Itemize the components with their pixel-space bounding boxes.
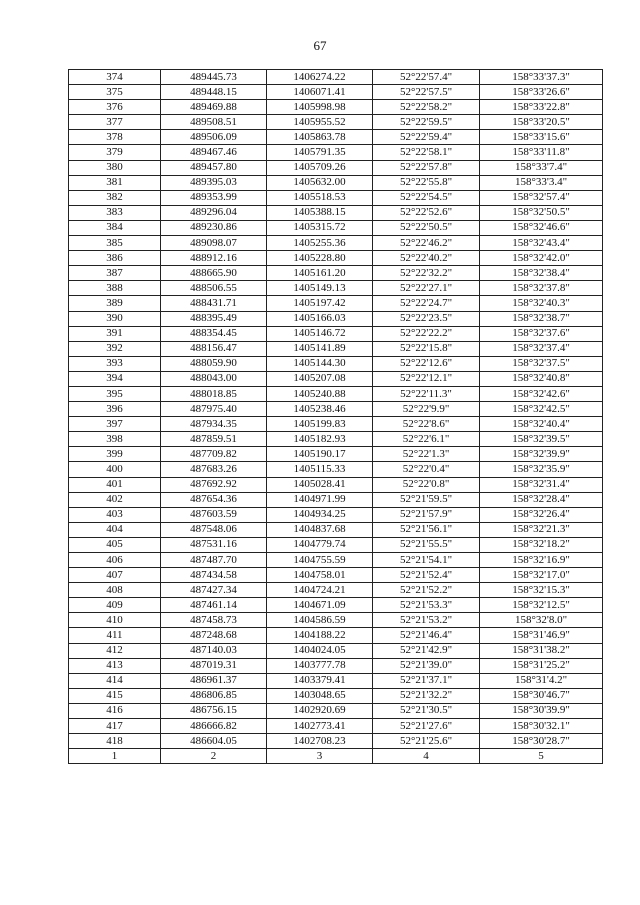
table-row — [69, 719, 603, 734]
longitude-cell: 158°30'32.1" — [480, 719, 603, 734]
point-number-cell: 403 — [69, 507, 161, 522]
table-row — [69, 266, 603, 281]
table-row — [69, 160, 603, 175]
x-coordinate-cell: 489296.04 — [161, 205, 267, 220]
point-number-cell: 385 — [69, 236, 161, 251]
x-coordinate-cell: 488156.47 — [161, 341, 267, 356]
longitude-cell: 158°30'39.9" — [480, 703, 603, 718]
column-number-cell: 5 — [480, 749, 603, 764]
longitude-cell: 158°33'22.8" — [480, 100, 603, 115]
latitude-cell: 52°21'32.2" — [373, 688, 480, 703]
x-coordinate-cell: 487140.03 — [161, 643, 267, 658]
y-coordinate-cell: 1405238.46 — [267, 402, 373, 417]
y-coordinate-cell: 1404671.09 — [267, 598, 373, 613]
latitude-cell: 52°22'32.2" — [373, 266, 480, 281]
y-coordinate-cell: 1403048.65 — [267, 688, 373, 703]
longitude-cell: 158°32'8.0" — [480, 613, 603, 628]
longitude-cell: 158°32'57.4" — [480, 190, 603, 205]
x-coordinate-cell: 489395.03 — [161, 175, 267, 190]
latitude-cell: 52°22'1.3" — [373, 447, 480, 462]
latitude-cell: 52°21'53.2" — [373, 613, 480, 628]
longitude-cell: 158°32'43.4" — [480, 236, 603, 251]
longitude-cell: 158°32'42.6" — [480, 386, 603, 401]
latitude-cell: 52°22'57.4" — [373, 70, 480, 85]
point-number-cell: 400 — [69, 462, 161, 477]
y-coordinate-cell: 1405141.89 — [267, 341, 373, 356]
longitude-cell: 158°32'38.7" — [480, 311, 603, 326]
latitude-cell: 52°22'15.8" — [373, 341, 480, 356]
table-row — [69, 70, 603, 85]
point-number-cell: 406 — [69, 553, 161, 568]
x-coordinate-cell: 488018.85 — [161, 386, 267, 401]
x-coordinate-cell: 488431.71 — [161, 296, 267, 311]
latitude-cell: 52°22'57.5" — [373, 85, 480, 100]
x-coordinate-cell: 487434.58 — [161, 568, 267, 583]
x-coordinate-cell: 487975.40 — [161, 402, 267, 417]
y-coordinate-cell: 1405161.20 — [267, 266, 373, 281]
x-coordinate-cell: 487654.36 — [161, 492, 267, 507]
point-number-cell: 407 — [69, 568, 161, 583]
table-row — [69, 643, 603, 658]
x-coordinate-cell: 487709.82 — [161, 447, 267, 462]
latitude-cell: 52°21'56.1" — [373, 522, 480, 537]
point-number-cell: 416 — [69, 703, 161, 718]
y-coordinate-cell: 1405197.42 — [267, 296, 373, 311]
x-coordinate-cell: 489098.07 — [161, 236, 267, 251]
table-row — [69, 356, 603, 371]
x-coordinate-cell: 489457.80 — [161, 160, 267, 175]
table-row — [69, 658, 603, 673]
longitude-cell: 158°32'12.5" — [480, 598, 603, 613]
longitude-cell: 158°32'50.5" — [480, 205, 603, 220]
point-number-cell: 415 — [69, 688, 161, 703]
y-coordinate-cell: 1405955.52 — [267, 115, 373, 130]
latitude-cell: 52°21'39.0" — [373, 658, 480, 673]
point-number-cell: 380 — [69, 160, 161, 175]
x-coordinate-cell: 489508.51 — [161, 115, 267, 130]
page-number: 67 — [313, 38, 327, 53]
point-number-cell: 374 — [69, 70, 161, 85]
table-row — [69, 688, 603, 703]
point-number-cell: 394 — [69, 371, 161, 386]
y-coordinate-cell: 1403379.41 — [267, 673, 373, 688]
column-number-cell: 4 — [373, 749, 480, 764]
point-number-cell: 382 — [69, 190, 161, 205]
point-number-cell: 410 — [69, 613, 161, 628]
longitude-cell: 158°32'37.6" — [480, 326, 603, 341]
table-row — [69, 628, 603, 643]
latitude-cell: 52°22'0.4" — [373, 462, 480, 477]
point-number-cell: 414 — [69, 673, 161, 688]
table-row — [69, 522, 603, 537]
x-coordinate-cell: 486806.85 — [161, 688, 267, 703]
latitude-cell: 52°22'57.8" — [373, 160, 480, 175]
table-row — [69, 326, 603, 341]
latitude-cell: 52°22'59.4" — [373, 130, 480, 145]
y-coordinate-cell: 1405709.26 — [267, 160, 373, 175]
y-coordinate-cell: 1405388.15 — [267, 205, 373, 220]
latitude-cell: 52°22'23.5" — [373, 311, 480, 326]
point-number-cell: 390 — [69, 311, 161, 326]
y-coordinate-cell: 1402708.23 — [267, 734, 373, 749]
latitude-cell: 52°22'12.1" — [373, 371, 480, 386]
latitude-cell: 52°21'53.3" — [373, 598, 480, 613]
table-row — [69, 507, 603, 522]
y-coordinate-cell: 1403777.78 — [267, 658, 373, 673]
longitude-cell: 158°32'37.8" — [480, 281, 603, 296]
point-number-cell: 396 — [69, 402, 161, 417]
latitude-cell: 52°22'46.2" — [373, 236, 480, 251]
x-coordinate-cell: 487859.51 — [161, 432, 267, 447]
point-number-cell: 397 — [69, 417, 161, 432]
y-coordinate-cell: 1405144.30 — [267, 356, 373, 371]
latitude-cell: 52°22'22.2" — [373, 326, 480, 341]
x-coordinate-cell: 489469.88 — [161, 100, 267, 115]
point-number-cell: 401 — [69, 477, 161, 492]
y-coordinate-cell: 1405863.78 — [267, 130, 373, 145]
longitude-cell: 158°32'39.9" — [480, 447, 603, 462]
y-coordinate-cell: 1405632.00 — [267, 175, 373, 190]
x-coordinate-cell: 489353.99 — [161, 190, 267, 205]
longitude-cell: 158°32'15.3" — [480, 583, 603, 598]
longitude-cell: 158°33'11.8" — [480, 145, 603, 160]
y-coordinate-cell: 1405149.13 — [267, 281, 373, 296]
y-coordinate-cell: 1406071.41 — [267, 85, 373, 100]
table-row — [69, 115, 603, 130]
longitude-cell: 158°32'17.0" — [480, 568, 603, 583]
longitude-cell: 158°32'26.4" — [480, 507, 603, 522]
longitude-cell: 158°32'31.4" — [480, 477, 603, 492]
x-coordinate-cell: 488395.49 — [161, 311, 267, 326]
x-coordinate-cell: 489230.86 — [161, 220, 267, 235]
table-row — [69, 553, 603, 568]
point-number-cell: 387 — [69, 266, 161, 281]
table-row — [69, 537, 603, 552]
latitude-cell: 52°21'57.9" — [373, 507, 480, 522]
y-coordinate-cell: 1405199.83 — [267, 417, 373, 432]
latitude-cell: 52°22'27.1" — [373, 281, 480, 296]
latitude-cell: 52°21'27.6" — [373, 719, 480, 734]
longitude-cell: 158°33'15.6" — [480, 130, 603, 145]
latitude-cell: 52°22'50.5" — [373, 220, 480, 235]
table-row — [69, 251, 603, 266]
latitude-cell: 52°22'40.2" — [373, 251, 480, 266]
longitude-cell: 158°33'3.4" — [480, 175, 603, 190]
point-number-cell: 389 — [69, 296, 161, 311]
point-number-cell: 384 — [69, 220, 161, 235]
point-number-cell: 391 — [69, 326, 161, 341]
latitude-cell: 52°22'52.6" — [373, 205, 480, 220]
point-number-cell: 393 — [69, 356, 161, 371]
point-number-cell: 405 — [69, 537, 161, 552]
table-row — [69, 402, 603, 417]
table-row — [69, 477, 603, 492]
latitude-cell: 52°21'52.4" — [373, 568, 480, 583]
longitude-cell: 158°31'38.2" — [480, 643, 603, 658]
x-coordinate-cell: 488043.00 — [161, 371, 267, 386]
point-number-cell: 392 — [69, 341, 161, 356]
table-row — [69, 417, 603, 432]
x-coordinate-cell: 486666.82 — [161, 719, 267, 734]
y-coordinate-cell: 1404837.68 — [267, 522, 373, 537]
longitude-cell: 158°33'26.6" — [480, 85, 603, 100]
latitude-cell: 52°22'8.6" — [373, 417, 480, 432]
table-row — [69, 447, 603, 462]
y-coordinate-cell: 1405190.17 — [267, 447, 373, 462]
longitude-cell: 158°30'46.7" — [480, 688, 603, 703]
y-coordinate-cell: 1405182.93 — [267, 432, 373, 447]
latitude-cell: 52°22'58.2" — [373, 100, 480, 115]
x-coordinate-cell: 489445.73 — [161, 70, 267, 85]
y-coordinate-cell: 1402773.41 — [267, 719, 373, 734]
table-row — [69, 220, 603, 235]
point-number-cell: 395 — [69, 386, 161, 401]
column-number-cell: 1 — [69, 749, 161, 764]
longitude-cell: 158°32'35.9" — [480, 462, 603, 477]
y-coordinate-cell: 1405315.72 — [267, 220, 373, 235]
latitude-cell: 52°21'37.1" — [373, 673, 480, 688]
y-coordinate-cell: 1404971.99 — [267, 492, 373, 507]
latitude-cell: 52°22'54.5" — [373, 190, 480, 205]
table-row — [69, 281, 603, 296]
longitude-cell: 158°31'25.2" — [480, 658, 603, 673]
longitude-cell: 158°32'42.0" — [480, 251, 603, 266]
table-row — [69, 311, 603, 326]
y-coordinate-cell: 1405146.72 — [267, 326, 373, 341]
x-coordinate-cell: 487461.14 — [161, 598, 267, 613]
table-row — [69, 583, 603, 598]
x-coordinate-cell: 487458.73 — [161, 613, 267, 628]
x-coordinate-cell: 486961.37 — [161, 673, 267, 688]
latitude-cell: 52°22'24.7" — [373, 296, 480, 311]
x-coordinate-cell: 487487.70 — [161, 553, 267, 568]
table-row — [69, 371, 603, 386]
table-row — [69, 432, 603, 447]
table-row — [69, 145, 603, 160]
latitude-cell: 52°21'52.2" — [373, 583, 480, 598]
latitude-cell: 52°21'59.5" — [373, 492, 480, 507]
latitude-cell: 52°22'58.1" — [373, 145, 480, 160]
latitude-cell: 52°22'12.6" — [373, 356, 480, 371]
latitude-cell: 52°21'30.5" — [373, 703, 480, 718]
point-number-cell: 376 — [69, 100, 161, 115]
table-row — [69, 296, 603, 311]
longitude-cell: 158°32'37.4" — [480, 341, 603, 356]
table-row — [69, 100, 603, 115]
table-row — [69, 703, 603, 718]
y-coordinate-cell: 1404758.01 — [267, 568, 373, 583]
x-coordinate-cell: 489506.09 — [161, 130, 267, 145]
latitude-cell: 52°22'55.8" — [373, 175, 480, 190]
x-coordinate-cell: 486604.05 — [161, 734, 267, 749]
table-row — [69, 341, 603, 356]
longitude-cell: 158°32'16.9" — [480, 553, 603, 568]
longitude-cell: 158°31'4.2" — [480, 673, 603, 688]
column-number-cell: 2 — [161, 749, 267, 764]
x-coordinate-cell: 486756.15 — [161, 703, 267, 718]
x-coordinate-cell: 487692.92 — [161, 477, 267, 492]
latitude-cell: 52°22'59.5" — [373, 115, 480, 130]
latitude-cell: 52°21'55.5" — [373, 537, 480, 552]
table-row — [69, 85, 603, 100]
longitude-cell: 158°32'40.3" — [480, 296, 603, 311]
table-row — [69, 462, 603, 477]
x-coordinate-cell: 487603.59 — [161, 507, 267, 522]
y-coordinate-cell: 1405228.80 — [267, 251, 373, 266]
longitude-cell: 158°32'38.4" — [480, 266, 603, 281]
point-number-cell: 375 — [69, 85, 161, 100]
y-coordinate-cell: 1405518.53 — [267, 190, 373, 205]
point-number-cell: 413 — [69, 658, 161, 673]
point-number-cell: 377 — [69, 115, 161, 130]
longitude-cell: 158°33'20.5" — [480, 115, 603, 130]
longitude-cell: 158°32'46.6" — [480, 220, 603, 235]
longitude-cell: 158°33'37.3" — [480, 70, 603, 85]
y-coordinate-cell: 1405166.03 — [267, 311, 373, 326]
point-number-cell: 412 — [69, 643, 161, 658]
y-coordinate-cell: 1404188.22 — [267, 628, 373, 643]
latitude-cell: 52°21'54.1" — [373, 553, 480, 568]
x-coordinate-cell: 487934.35 — [161, 417, 267, 432]
point-number-cell: 379 — [69, 145, 161, 160]
y-coordinate-cell: 1405998.98 — [267, 100, 373, 115]
point-number-cell: 398 — [69, 432, 161, 447]
y-coordinate-cell: 1405255.36 — [267, 236, 373, 251]
point-number-cell: 417 — [69, 719, 161, 734]
latitude-cell: 52°22'11.3" — [373, 386, 480, 401]
longitude-cell: 158°32'28.4" — [480, 492, 603, 507]
latitude-cell: 52°22'9.9" — [373, 402, 480, 417]
point-number-cell: 411 — [69, 628, 161, 643]
column-number-cell: 3 — [267, 749, 373, 764]
x-coordinate-cell: 487019.31 — [161, 658, 267, 673]
table-row — [69, 568, 603, 583]
y-coordinate-cell: 1405028.41 — [267, 477, 373, 492]
x-coordinate-cell: 487548.06 — [161, 522, 267, 537]
y-coordinate-cell: 1404586.59 — [267, 613, 373, 628]
point-number-cell: 404 — [69, 522, 161, 537]
x-coordinate-cell: 487427.34 — [161, 583, 267, 598]
x-coordinate-cell: 488354.45 — [161, 326, 267, 341]
point-number-cell: 381 — [69, 175, 161, 190]
point-number-cell: 409 — [69, 598, 161, 613]
point-number-cell: 418 — [69, 734, 161, 749]
coordinates-table — [68, 69, 603, 764]
table-row — [69, 613, 603, 628]
x-coordinate-cell: 487683.26 — [161, 462, 267, 477]
x-coordinate-cell: 487248.68 — [161, 628, 267, 643]
y-coordinate-cell: 1406274.22 — [267, 70, 373, 85]
y-coordinate-cell: 1404755.59 — [267, 553, 373, 568]
latitude-cell: 52°21'42.9" — [373, 643, 480, 658]
point-number-cell: 399 — [69, 447, 161, 462]
x-coordinate-cell: 488506.55 — [161, 281, 267, 296]
longitude-cell: 158°32'18.2" — [480, 537, 603, 552]
longitude-cell: 158°32'21.3" — [480, 522, 603, 537]
y-coordinate-cell: 1405240.88 — [267, 386, 373, 401]
table-row — [69, 598, 603, 613]
latitude-cell: 52°22'6.1" — [373, 432, 480, 447]
table-row — [69, 734, 603, 749]
table-row — [69, 673, 603, 688]
y-coordinate-cell: 1404934.25 — [267, 507, 373, 522]
y-coordinate-cell: 1404024.05 — [267, 643, 373, 658]
y-coordinate-cell: 1405115.33 — [267, 462, 373, 477]
longitude-cell: 158°32'40.8" — [480, 371, 603, 386]
longitude-cell: 158°32'37.5" — [480, 356, 603, 371]
table-row — [69, 386, 603, 401]
y-coordinate-cell: 1402920.69 — [267, 703, 373, 718]
table-row — [69, 236, 603, 251]
table-row — [69, 205, 603, 220]
point-number-cell: 383 — [69, 205, 161, 220]
x-coordinate-cell: 488912.16 — [161, 251, 267, 266]
latitude-cell: 52°21'25.6" — [373, 734, 480, 749]
x-coordinate-cell: 488059.90 — [161, 356, 267, 371]
x-coordinate-cell: 489467.46 — [161, 145, 267, 160]
longitude-cell: 158°31'46.9" — [480, 628, 603, 643]
y-coordinate-cell: 1404779.74 — [267, 537, 373, 552]
longitude-cell: 158°32'42.5" — [480, 402, 603, 417]
longitude-cell: 158°30'28.7" — [480, 734, 603, 749]
longitude-cell: 158°32'40.4" — [480, 417, 603, 432]
table-row — [69, 175, 603, 190]
point-number-cell: 386 — [69, 251, 161, 266]
longitude-cell: 158°32'39.5" — [480, 432, 603, 447]
coordinates-table-body — [69, 70, 603, 764]
column-number-row — [69, 749, 603, 764]
x-coordinate-cell: 487531.16 — [161, 537, 267, 552]
y-coordinate-cell: 1404724.21 — [267, 583, 373, 598]
table-row — [69, 130, 603, 145]
point-number-cell: 378 — [69, 130, 161, 145]
point-number-cell: 402 — [69, 492, 161, 507]
y-coordinate-cell: 1405791.35 — [267, 145, 373, 160]
latitude-cell: 52°22'0.8" — [373, 477, 480, 492]
point-number-cell: 408 — [69, 583, 161, 598]
latitude-cell: 52°21'46.4" — [373, 628, 480, 643]
table-row — [69, 190, 603, 205]
x-coordinate-cell: 489448.15 — [161, 85, 267, 100]
longitude-cell: 158°33'7.4" — [480, 160, 603, 175]
table-row — [69, 492, 603, 507]
point-number-cell: 388 — [69, 281, 161, 296]
y-coordinate-cell: 1405207.08 — [267, 371, 373, 386]
x-coordinate-cell: 488665.90 — [161, 266, 267, 281]
